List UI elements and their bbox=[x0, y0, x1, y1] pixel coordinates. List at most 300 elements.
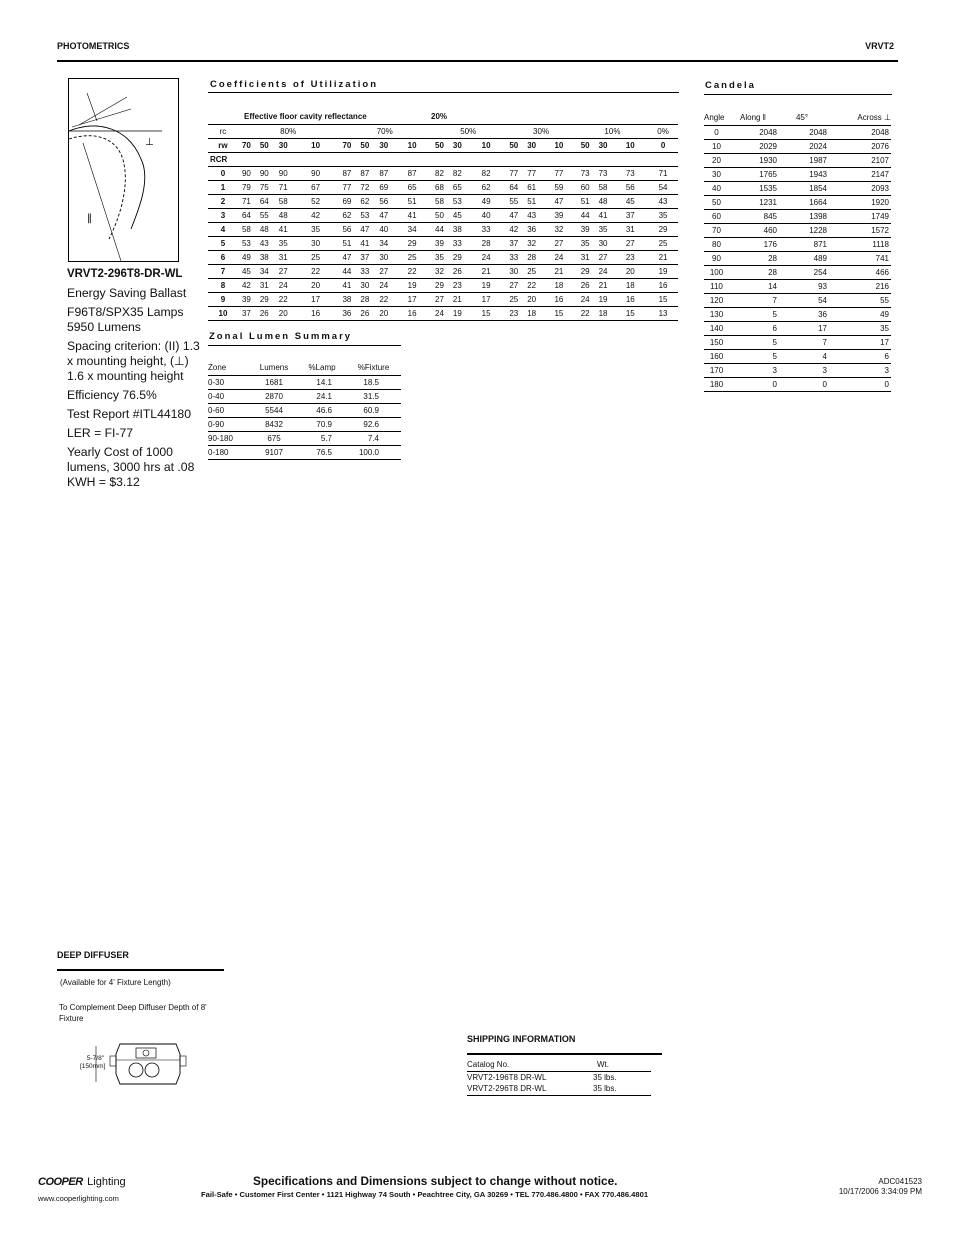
cu-rw-value: 30 bbox=[522, 138, 541, 152]
candela-row bbox=[704, 307, 891, 321]
cu-cell: 51 bbox=[522, 194, 541, 208]
document-info bbox=[839, 1177, 922, 1197]
cu-cell: 36 bbox=[522, 222, 541, 236]
cu-cell: 40 bbox=[374, 222, 393, 236]
cu-cell: 27 bbox=[505, 278, 522, 292]
cu-rcr-value: 2 bbox=[208, 194, 238, 208]
candela-cell: 466 bbox=[827, 265, 891, 279]
footer-address: Fail-Safe • Customer First Center • 1121 Highway 74 South • Peachtree City, GA 30269 • TEL 770.486.4800 • FAX 770.486.4801 bbox=[201, 1190, 649, 1199]
zonal-cell: 92.6 bbox=[346, 417, 401, 431]
cu-cell: 21 bbox=[467, 264, 506, 278]
zonal-cell: 675 bbox=[250, 431, 298, 445]
candela-table bbox=[704, 111, 891, 392]
candela-cell: 93 bbox=[777, 279, 827, 293]
candela-header-cell: 45° bbox=[777, 111, 827, 125]
cu-data-row bbox=[208, 236, 678, 250]
spec-yearly-cost: Yearly Cost of 1000 lumens, 3000 hrs at .08 KWH = $3.12 bbox=[67, 445, 195, 489]
cu-cell: 58 bbox=[238, 222, 255, 236]
candela-cell: 6 bbox=[729, 321, 777, 335]
cu-cell: 31 bbox=[274, 250, 293, 264]
cu-cell: 47 bbox=[541, 194, 577, 208]
cu-cell: 58 bbox=[274, 194, 293, 208]
candela-header-cell: Across ⊥ bbox=[827, 111, 891, 125]
cu-cell: 16 bbox=[393, 306, 431, 320]
cu-cell: 47 bbox=[355, 222, 374, 236]
cu-cell: 56 bbox=[613, 180, 649, 194]
cu-rw-value: 50 bbox=[505, 138, 522, 152]
candela-cell: 7 bbox=[777, 335, 827, 349]
cu-rcr-label: RCR bbox=[208, 152, 238, 166]
cu-cell: 30 bbox=[374, 250, 393, 264]
shipping-cell: 35 lbs. bbox=[593, 1083, 651, 1095]
cu-rc-label: rc bbox=[208, 124, 238, 138]
candela-cell: 170 bbox=[704, 363, 729, 377]
cu-cell: 16 bbox=[541, 292, 577, 306]
cu-cell: 22 bbox=[274, 292, 293, 306]
candela-cell: 1118 bbox=[827, 237, 891, 251]
cu-cell: 37 bbox=[505, 236, 522, 250]
candela-cell: 1231 bbox=[729, 195, 777, 209]
candela-row bbox=[704, 195, 891, 209]
cu-cell: 49 bbox=[238, 250, 255, 264]
cu-cell: 22 bbox=[293, 264, 339, 278]
candela-row bbox=[704, 251, 891, 265]
cu-cell: 43 bbox=[522, 208, 541, 222]
candela-cell: 80 bbox=[704, 237, 729, 251]
cu-cell: 24 bbox=[374, 278, 393, 292]
cu-cell: 64 bbox=[238, 208, 255, 222]
cu-cell: 27 bbox=[274, 264, 293, 278]
candela-row bbox=[704, 265, 891, 279]
cu-rw-value: 10 bbox=[541, 138, 577, 152]
cu-rcr-value: 10 bbox=[208, 306, 238, 320]
cu-cell: 56 bbox=[338, 222, 355, 236]
cu-rcr-value: 3 bbox=[208, 208, 238, 222]
photometric-polar-diagram bbox=[68, 78, 179, 262]
candela-cell: 7 bbox=[729, 293, 777, 307]
candela-row bbox=[704, 223, 891, 237]
candela-curve-graphic bbox=[69, 79, 178, 261]
cu-rc-value: 50% bbox=[431, 124, 505, 138]
cu-cell: 38 bbox=[255, 250, 274, 264]
cu-cell: 15 bbox=[541, 306, 577, 320]
cu-cell: 69 bbox=[338, 194, 355, 208]
cu-cell: 42 bbox=[238, 278, 255, 292]
candela-row bbox=[704, 153, 891, 167]
cu-cell: 34 bbox=[374, 236, 393, 250]
candela-cell: 70 bbox=[704, 223, 729, 237]
cu-cell: 26 bbox=[255, 306, 274, 320]
cu-cell: 82 bbox=[448, 166, 467, 180]
zonal-header-row bbox=[208, 361, 401, 375]
zonal-cell: 70.9 bbox=[298, 417, 346, 431]
shipping-table bbox=[467, 1059, 651, 1096]
cu-cell: 55 bbox=[255, 208, 274, 222]
cu-cell: 52 bbox=[293, 194, 339, 208]
candela-cell: 180 bbox=[704, 377, 729, 391]
cu-cell: 44 bbox=[577, 208, 594, 222]
cu-cell: 53 bbox=[355, 208, 374, 222]
cu-cell: 72 bbox=[355, 180, 374, 194]
cu-cell: 31 bbox=[255, 278, 274, 292]
candela-cell: 110 bbox=[704, 279, 729, 293]
footer-notice: Specifications and Dimensions subject to change without notice. bbox=[253, 1174, 618, 1188]
cu-cell: 82 bbox=[467, 166, 506, 180]
cu-cell: 27 bbox=[613, 236, 649, 250]
zonal-cell: 9107 bbox=[250, 445, 298, 459]
cu-cell: 17 bbox=[293, 292, 339, 306]
cu-cell: 47 bbox=[338, 250, 355, 264]
cu-cell: 59 bbox=[541, 180, 577, 194]
candela-cell: 1920 bbox=[827, 195, 891, 209]
catalog-number: VRVT2-296T8-DR-WL bbox=[67, 268, 183, 280]
cu-cell: 19 bbox=[448, 306, 467, 320]
cu-cell: 24 bbox=[431, 306, 448, 320]
zonal-title: Zonal Lumen Summary bbox=[209, 331, 353, 342]
candela-cell: 1987 bbox=[777, 153, 827, 167]
cu-cell: 48 bbox=[255, 222, 274, 236]
zonal-cell: 8432 bbox=[250, 417, 298, 431]
cu-rw-value: 30 bbox=[594, 138, 613, 152]
candela-cell: 10 bbox=[704, 139, 729, 153]
cu-cell: 25 bbox=[505, 292, 522, 306]
candela-cell: 54 bbox=[777, 293, 827, 307]
cu-cell: 38 bbox=[338, 292, 355, 306]
cu-cell: 17 bbox=[467, 292, 506, 306]
zonal-cell: 2870 bbox=[250, 389, 298, 403]
cu-rcr-value: 6 bbox=[208, 250, 238, 264]
zonal-cell: 18.5 bbox=[346, 375, 401, 389]
cu-cell: 24 bbox=[274, 278, 293, 292]
cu-cell: 45 bbox=[238, 264, 255, 278]
cu-rcr-value: 9 bbox=[208, 292, 238, 306]
cu-cell: 35 bbox=[293, 222, 339, 236]
zonal-header-cell: Lumens bbox=[250, 361, 298, 375]
candela-cell: 2093 bbox=[827, 181, 891, 195]
product-specs bbox=[67, 286, 207, 494]
cu-rcr-value: 5 bbox=[208, 236, 238, 250]
cu-cell: 42 bbox=[505, 222, 522, 236]
cu-data-row bbox=[208, 292, 678, 306]
candela-cell: 1765 bbox=[729, 167, 777, 181]
deep-diffuser-note: To Complement Deep Diffuser Depth of 8' Fixture bbox=[59, 1003, 207, 1023]
zonal-cell: 0-90 bbox=[208, 417, 250, 431]
cu-cell: 39 bbox=[238, 292, 255, 306]
cu-cell: 43 bbox=[255, 236, 274, 250]
candela-cell: 254 bbox=[777, 265, 827, 279]
zonal-cell: 90-180 bbox=[208, 431, 250, 445]
zonal-cell: 100.0 bbox=[346, 445, 401, 459]
candela-cell: 489 bbox=[777, 251, 827, 265]
cu-cell: 21 bbox=[648, 250, 678, 264]
cu-cell: 18 bbox=[594, 306, 613, 320]
document-id: ADC041523 bbox=[878, 1177, 922, 1186]
shipping-header-cell: Wt. bbox=[593, 1059, 651, 1071]
zonal-cell: 31.5 bbox=[346, 389, 401, 403]
cu-cell: 13 bbox=[648, 306, 678, 320]
shipping-cell: VRVT2-296T8 DR-WL bbox=[467, 1083, 593, 1095]
cu-cell: 35 bbox=[577, 236, 594, 250]
cu-cell: 26 bbox=[448, 264, 467, 278]
cu-cell: 19 bbox=[467, 278, 506, 292]
cu-cell: 37 bbox=[238, 306, 255, 320]
cu-cell: 33 bbox=[505, 250, 522, 264]
cu-cell: 67 bbox=[293, 180, 339, 194]
cu-cell: 65 bbox=[448, 180, 467, 194]
candela-row bbox=[704, 321, 891, 335]
cu-cell: 35 bbox=[594, 222, 613, 236]
cu-cell: 77 bbox=[338, 180, 355, 194]
cu-cell: 34 bbox=[393, 222, 431, 236]
cu-cell: 31 bbox=[613, 222, 649, 236]
zonal-cell: 0-60 bbox=[208, 403, 250, 417]
shipping-header-cell: Catalog No. bbox=[467, 1059, 593, 1071]
cu-cell: 35 bbox=[274, 236, 293, 250]
candela-cell: 0 bbox=[704, 125, 729, 139]
cu-cell: 22 bbox=[522, 278, 541, 292]
candela-cell: 2024 bbox=[777, 139, 827, 153]
cu-cell: 41 bbox=[594, 208, 613, 222]
shipping-cell: 35 lbs. bbox=[593, 1072, 617, 1082]
spec-ballast: Energy Saving Ballast bbox=[67, 286, 187, 300]
cu-cell: 29 bbox=[648, 222, 678, 236]
dimension-mm: [150mm] bbox=[80, 1063, 106, 1070]
cu-cell: 62 bbox=[355, 194, 374, 208]
candela-cell: 36 bbox=[777, 307, 827, 321]
cu-cell: 54 bbox=[648, 180, 678, 194]
zonal-cell: 0-40 bbox=[208, 389, 250, 403]
candela-cell: 14 bbox=[729, 279, 777, 293]
cu-cell: 33 bbox=[448, 236, 467, 250]
candela-cell: 100 bbox=[704, 265, 729, 279]
deep-diffuser-title: DEEP DIFFUSER bbox=[57, 950, 129, 960]
cu-cell: 22 bbox=[374, 292, 393, 306]
series-label: VRVT2 bbox=[865, 41, 894, 51]
zonal-row bbox=[208, 403, 401, 417]
cu-cell: 29 bbox=[431, 278, 448, 292]
cu-cell: 30 bbox=[293, 236, 339, 250]
cu-cell: 62 bbox=[467, 180, 506, 194]
candela-title: Candela bbox=[705, 80, 756, 91]
cu-cell: 21 bbox=[541, 264, 577, 278]
candela-cell: 17 bbox=[777, 321, 827, 335]
candela-cell: 2147 bbox=[827, 167, 891, 181]
cu-cell: 90 bbox=[255, 166, 274, 180]
cu-cell: 43 bbox=[648, 194, 678, 208]
cu-cell: 60 bbox=[577, 180, 594, 194]
candela-row bbox=[704, 293, 891, 307]
cu-cell: 29 bbox=[393, 236, 431, 250]
candela-cell: 741 bbox=[827, 251, 891, 265]
cu-cell: 69 bbox=[374, 180, 393, 194]
candela-cell: 2048 bbox=[729, 125, 777, 139]
shipping-header-row bbox=[467, 1059, 651, 1071]
cu-cell: 41 bbox=[274, 222, 293, 236]
candela-cell: 160 bbox=[704, 349, 729, 363]
cu-cell: 15 bbox=[648, 292, 678, 306]
candela-cell: 5 bbox=[729, 335, 777, 349]
candela-cell: 5 bbox=[729, 307, 777, 321]
cu-rcr-value: 0 bbox=[208, 166, 238, 180]
cu-table bbox=[208, 110, 678, 321]
cu-rw-value: 50 bbox=[431, 138, 448, 152]
cu-rc-value: 70% bbox=[338, 124, 431, 138]
zonal-header-cell: Zone bbox=[208, 361, 250, 375]
cu-rw-label: rw bbox=[208, 138, 238, 152]
cu-cell: 30 bbox=[594, 236, 613, 250]
cu-cell: 25 bbox=[393, 250, 431, 264]
candela-cell: 35 bbox=[827, 321, 891, 335]
cu-rw-value: 70 bbox=[238, 138, 255, 152]
candela-row bbox=[704, 167, 891, 181]
cu-cell: 29 bbox=[448, 250, 467, 264]
cu-cell: 90 bbox=[238, 166, 255, 180]
website-url[interactable]: www.cooperlighting.com bbox=[38, 1194, 119, 1203]
candela-cell: 871 bbox=[777, 237, 827, 251]
section-label: PHOTOMETRICS bbox=[57, 41, 130, 51]
cu-cell: 18 bbox=[613, 278, 649, 292]
zonal-row bbox=[208, 389, 401, 403]
cu-cell: 24 bbox=[594, 264, 613, 278]
zonal-cell: 1681 bbox=[250, 375, 298, 389]
cu-rcr-spacer bbox=[238, 152, 678, 166]
candela-cell: 4 bbox=[777, 349, 827, 363]
cu-cell: 73 bbox=[577, 166, 594, 180]
zonal-lumen-table bbox=[208, 361, 401, 460]
candela-cell: 20 bbox=[704, 153, 729, 167]
candela-row bbox=[704, 209, 891, 223]
cu-cell: 31 bbox=[577, 250, 594, 264]
candela-cell: 40 bbox=[704, 181, 729, 195]
cu-cell: 53 bbox=[448, 194, 467, 208]
spec-lamps: F96T8/SPX35 Lamps 5950 Lumens bbox=[67, 305, 184, 334]
candela-cell: 150 bbox=[704, 335, 729, 349]
candela-cell: 216 bbox=[827, 279, 891, 293]
zonal-cell: 7.4 bbox=[346, 431, 401, 445]
cu-cell: 48 bbox=[594, 194, 613, 208]
cu-data-row bbox=[208, 166, 678, 180]
cu-rw-row bbox=[208, 138, 678, 152]
cu-cell: 15 bbox=[613, 306, 649, 320]
candela-cell: 1228 bbox=[777, 223, 827, 237]
cu-cell: 64 bbox=[505, 180, 522, 194]
cu-rw-value: 10 bbox=[393, 138, 431, 152]
cu-cell: 53 bbox=[238, 236, 255, 250]
cu-cell: 77 bbox=[522, 166, 541, 180]
cu-cell: 64 bbox=[255, 194, 274, 208]
cu-rc-value: 30% bbox=[505, 124, 576, 138]
cu-cell: 25 bbox=[648, 236, 678, 250]
zonal-cell: 0-180 bbox=[208, 445, 250, 459]
candela-cell: 140 bbox=[704, 321, 729, 335]
candela-row bbox=[704, 335, 891, 349]
zonal-row bbox=[208, 375, 401, 389]
cu-cell: 87 bbox=[355, 166, 374, 180]
cu-cell: 35 bbox=[648, 208, 678, 222]
cu-efc-label: Effective floor cavity reflectance bbox=[208, 110, 431, 124]
cu-rc-value: 80% bbox=[238, 124, 339, 138]
cu-data-row bbox=[208, 222, 678, 236]
candela-row bbox=[704, 237, 891, 251]
cu-cell: 20 bbox=[522, 292, 541, 306]
cu-cell: 51 bbox=[577, 194, 594, 208]
cu-cell: 40 bbox=[467, 208, 506, 222]
shipping-row bbox=[467, 1083, 651, 1095]
candela-row bbox=[704, 181, 891, 195]
cu-cell: 26 bbox=[577, 278, 594, 292]
along-symbol: ‖ bbox=[87, 213, 92, 224]
cu-cell: 22 bbox=[393, 264, 431, 278]
cu-cell: 23 bbox=[505, 306, 522, 320]
cu-cell: 58 bbox=[431, 194, 448, 208]
cu-data-row bbox=[208, 180, 678, 194]
candela-cell: 90 bbox=[704, 251, 729, 265]
cu-efc-value: 20% bbox=[431, 110, 678, 124]
cu-rw-value: 30 bbox=[448, 138, 467, 152]
cu-cell: 25 bbox=[293, 250, 339, 264]
cu-cell: 19 bbox=[648, 264, 678, 278]
cu-cell: 71 bbox=[648, 166, 678, 180]
cu-rw-value: 0 bbox=[648, 138, 678, 152]
cooper-lighting-logo bbox=[38, 1172, 126, 1190]
document-timestamp: 10/17/2006 3:34:09 PM bbox=[838, 1187, 922, 1196]
candela-cell: 28 bbox=[729, 265, 777, 279]
candela-cell: 2076 bbox=[827, 139, 891, 153]
candela-cell: 1943 bbox=[777, 167, 827, 181]
cu-cell: 20 bbox=[274, 306, 293, 320]
cu-cell: 28 bbox=[522, 250, 541, 264]
cu-cell: 41 bbox=[338, 278, 355, 292]
cu-rw-value: 50 bbox=[577, 138, 594, 152]
zonal-cell: 14.1 bbox=[298, 375, 346, 389]
candela-cell: 6 bbox=[827, 349, 891, 363]
candela-cell: 30 bbox=[704, 167, 729, 181]
cu-cell: 62 bbox=[338, 208, 355, 222]
cu-cell: 48 bbox=[274, 208, 293, 222]
cu-cell: 37 bbox=[355, 250, 374, 264]
cu-efc-row bbox=[208, 110, 678, 124]
cu-cell: 21 bbox=[594, 278, 613, 292]
candela-cell: 1398 bbox=[777, 209, 827, 223]
cu-cell: 23 bbox=[448, 278, 467, 292]
cu-cell: 16 bbox=[648, 278, 678, 292]
deep-diffuser-availability: (Available for 4' Fixture Length) bbox=[60, 978, 171, 987]
cu-cell: 30 bbox=[355, 278, 374, 292]
zonal-header-cell: %Lamp bbox=[298, 361, 346, 375]
cu-cell: 71 bbox=[238, 194, 255, 208]
cu-cell: 87 bbox=[338, 166, 355, 180]
candela-cell: 120 bbox=[704, 293, 729, 307]
deep-diffuser-rule bbox=[57, 969, 224, 971]
zonal-cell: 60.9 bbox=[346, 403, 401, 417]
cu-cell: 75 bbox=[255, 180, 274, 194]
candela-row bbox=[704, 139, 891, 153]
cu-cell: 41 bbox=[393, 208, 431, 222]
zonal-row bbox=[208, 431, 401, 445]
candela-cell: 55 bbox=[827, 293, 891, 307]
candela-header-cell: Angle bbox=[704, 111, 729, 125]
cu-cell: 73 bbox=[594, 166, 613, 180]
candela-cell: 1572 bbox=[827, 223, 891, 237]
cu-cell: 77 bbox=[541, 166, 577, 180]
candela-cell: 3 bbox=[777, 363, 827, 377]
candela-cell: 1749 bbox=[827, 209, 891, 223]
candela-row bbox=[704, 125, 891, 139]
cu-rw-value: 10 bbox=[293, 138, 339, 152]
spec-spacing: Spacing criterion: (II) 1.3 x mounting height, (⊥) 1.6 x mounting height bbox=[67, 339, 200, 383]
cu-rw-value: 50 bbox=[255, 138, 274, 152]
zonal-header-cell: %Fixture bbox=[346, 361, 401, 375]
